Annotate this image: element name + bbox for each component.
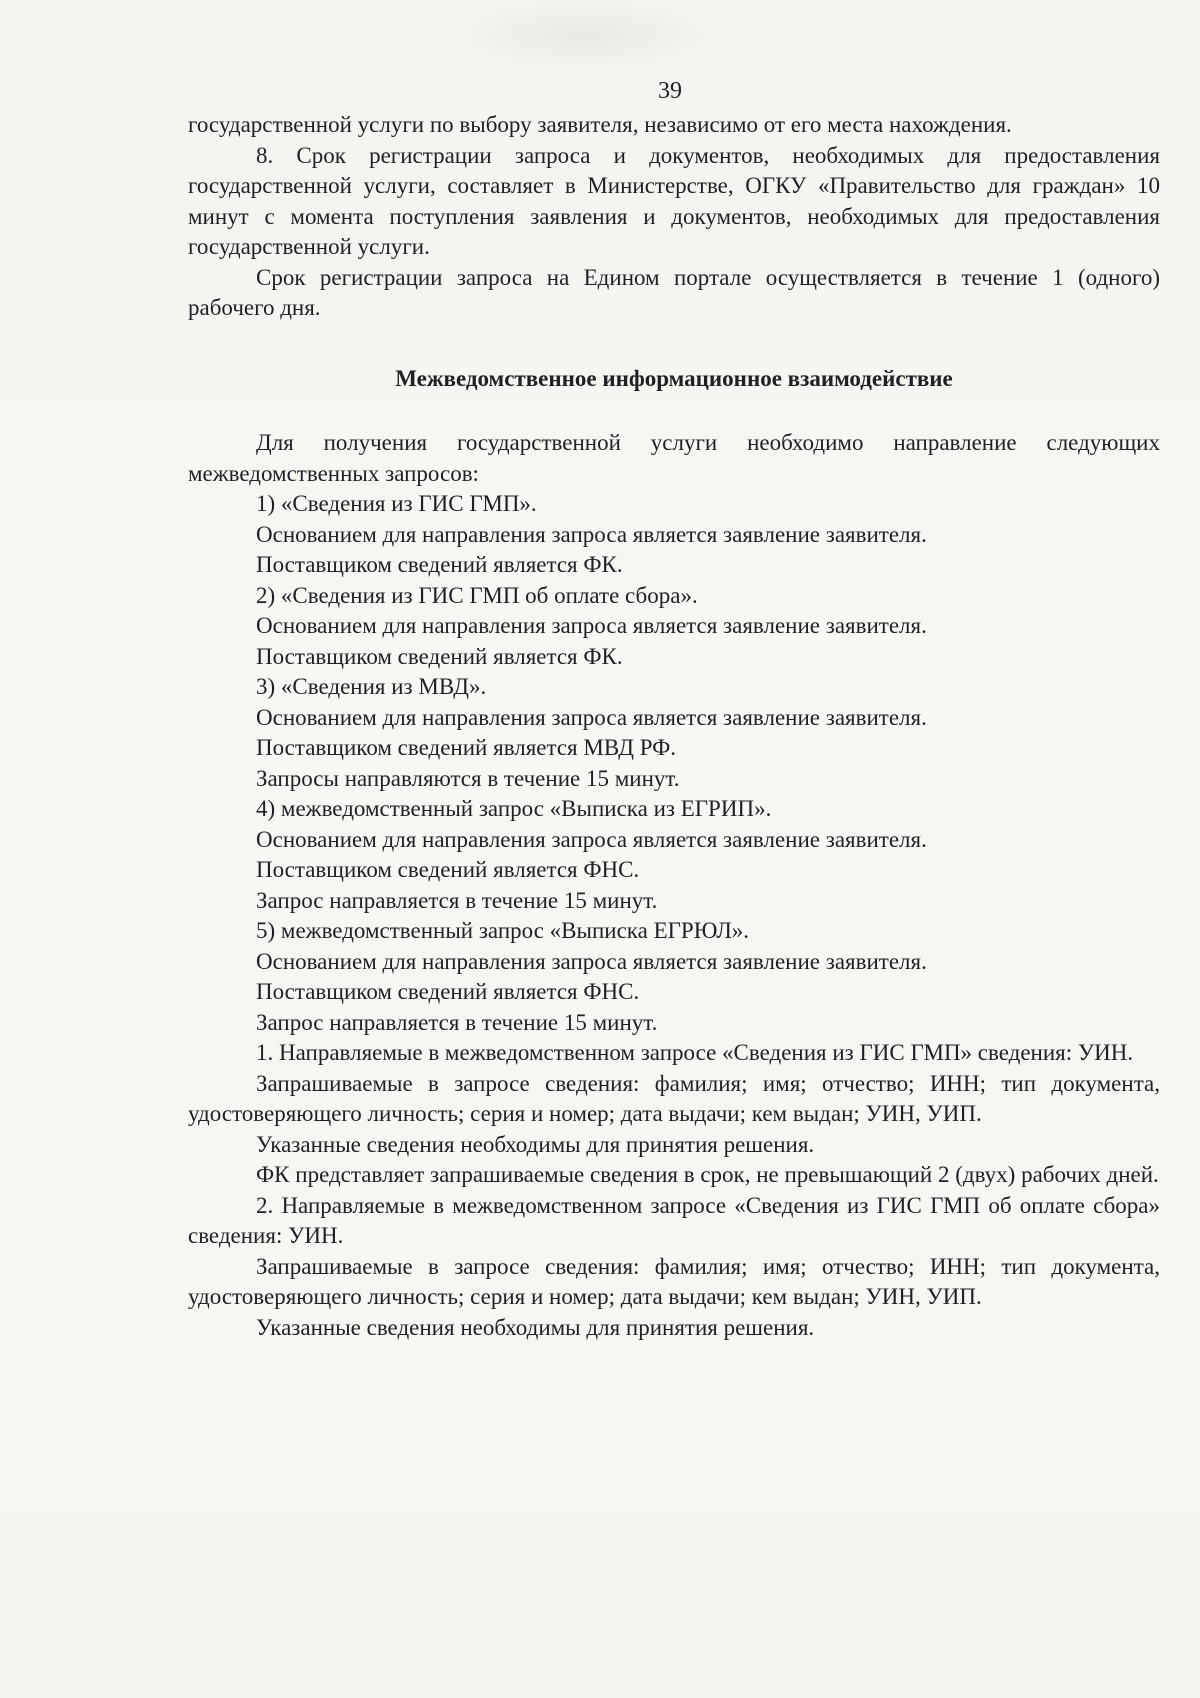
list-item: Поставщиком сведений является ФНС.: [256, 979, 640, 1004]
list-item: 3) «Сведения из МВД».: [256, 674, 487, 699]
list-item: Основанием для направления запроса является заявление заявителя.: [256, 613, 927, 638]
paragraph-requested-info: Запрашиваемые в запросе сведения: фамилия; имя; отчество; ИНН; тип документа, удостоверяющего личность; серия и номер; дата выдачи; кем выдан; УИН, УИП.: [188, 1253, 1160, 1309]
list-item: 4) межведомственный запрос «Выписка из ЕГРИП».: [256, 796, 772, 821]
list-item: 5) межведомственный запрос «Выписка ЕГРЮЛ».: [256, 918, 750, 943]
list-item: Запрос направляется в течение 15 минут.: [256, 887, 658, 913]
list-item: Запрос направляется в течение 15 минут.: [256, 1009, 658, 1035]
list-item: Запросы направляются в течение 15 минут.: [256, 765, 680, 791]
list-item: Основанием для направления запроса является заявление заявителя.: [256, 704, 927, 730]
paragraph-continuation: государственной услуги по выбору заявителя, независимо от его места нахождения.: [188, 112, 1012, 137]
paragraph-decision-note: Указанные сведения необходимы для принятия решения.: [256, 1131, 815, 1157]
list-item: Основанием для направления запроса является заявление заявителя.: [256, 521, 927, 547]
paragraph-registration-term: 8. Срок регистрации запроса и документов, необходимых для предоставления государственной услуги, составляет в Министерстве, ОГКУ «Правительство для граждан» 10 минут с момента поступления заявления и документов, необходимых для предоставления государственной услуги.: [188, 142, 1160, 259]
list-item: Поставщиком сведений является ФНС.: [256, 857, 640, 882]
paragraph-portal-registration: Срок регистрации запроса на Едином портале осуществляется в течение 1 (одного) рабочего дня.: [188, 264, 1160, 320]
list-item: Основанием для направления запроса является заявление заявителя.: [256, 826, 927, 852]
list-item: 1) «Сведения из ГИС ГМП».: [256, 491, 537, 516]
paragraph-fk-term: ФК представляет запрашиваемые сведения в срок, не превышающий 2 (двух) рабочих дней.: [256, 1162, 1159, 1187]
list-item: Основанием для направления запроса является заявление заявителя.: [256, 948, 927, 974]
paragraph-decision-note: Указанные сведения необходимы для принятия решения.: [256, 1314, 815, 1340]
list-item: 2) «Сведения из ГИС ГМП об оплате сбора».: [256, 582, 698, 608]
list-item: Поставщиком сведений является ФК.: [256, 643, 623, 669]
document-body: [188, 110, 1160, 1343]
section-heading: Межведомственное информационное взаимодействие: [395, 365, 953, 391]
paragraph-intro: Для получения государственной услуги необходимо направление следующих межведомственных запросов:: [188, 430, 1160, 486]
paragraph-gis-gmp-request: 1. Направляемые в межведомственном запросе «Сведения из ГИС ГМП» сведения: УИН.: [256, 1040, 1134, 1065]
scan-smudge: [460, 0, 710, 70]
paragraph-requested-info: Запрашиваемые в запросе сведения: фамилия; имя; отчество; ИНН; тип документа, удостоверяющего личность; серия и номер; дата выдачи; кем выдан; УИН, УИП.: [188, 1070, 1160, 1126]
page-number: 39: [658, 78, 682, 104]
paragraph-gis-gmp-payment-request: 2. Направляемые в межведомственном запросе «Сведения из ГИС ГМП об оплате сбора» сведения: УИН.: [188, 1192, 1160, 1248]
list-item: Поставщиком сведений является ФК.: [256, 552, 623, 577]
list-item: Поставщиком сведений является МВД РФ.: [256, 735, 677, 760]
